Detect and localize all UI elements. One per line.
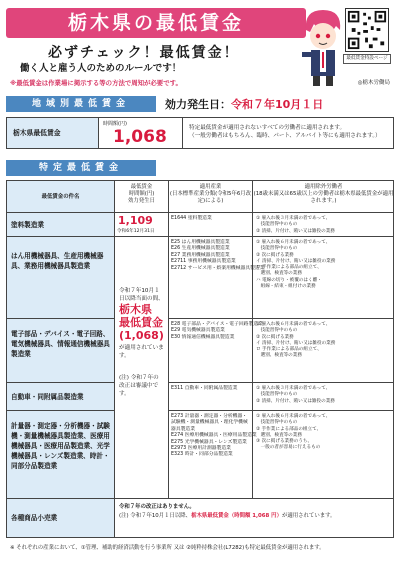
row-exclusion <box>253 319 394 383</box>
merged-pref: 栃木県 <box>119 303 152 316</box>
industry-line: E1644 塗料製造業 <box>171 216 212 221</box>
retail-line: が適用されています。 <box>281 513 336 519</box>
exclusion-line: ② 清掃、片付け、賄い又は雑役の業務 <box>256 228 335 234</box>
effective-label: 効力発生日： <box>165 98 231 111</box>
regional-wage-value: 1,068 <box>113 127 167 147</box>
industry-line: E27 業務用機械器具製造業 <box>171 252 230 258</box>
industry-line: E29 電気機械器具製造業 <box>171 328 225 334</box>
qr-code-icon[interactable] <box>345 8 389 52</box>
exclusion-line: ① 雇入れ後３月未満の者であって、 <box>256 216 331 221</box>
row-wage-date: 令和6年12月31日 <box>117 229 155 234</box>
exclusion-line: ① 雇入れ後３月未満の者であって、 <box>256 386 331 391</box>
exclusion-line: 選別、検査等の業務 <box>256 271 302 277</box>
exclusion-line: ② 清掃、片付け、賄い又は雑役の業務 <box>256 398 335 404</box>
exclusion-line: ロ 手作業による部品の組立て、 <box>256 347 322 353</box>
row-exclusion <box>253 411 394 499</box>
industry-line: E2712 サービス用・娯楽用機械器具製造業 <box>171 265 265 271</box>
regional-wage-name: 栃木県最低賃金 <box>7 118 99 148</box>
mascot-illustration <box>296 6 350 88</box>
merged-wage-cell <box>115 283 169 499</box>
header-name: 最低賃金の件名 <box>7 181 115 213</box>
exclusion-line: 選別、検査等の業務 <box>256 432 302 438</box>
regional-note <box>183 118 393 148</box>
retail-line: (注) 令和７年10月１日以降、 <box>119 513 192 519</box>
header-wage: 最低賃金 時間額(円) 効力発生日 <box>115 181 169 213</box>
industry-line: E30 情報通信機械器具製造業 <box>171 334 235 340</box>
specific-table <box>6 180 394 538</box>
retail-row <box>7 499 393 537</box>
regional-unit-label: 時間額(円) <box>103 121 127 127</box>
row-name: 塗料製造業 <box>7 213 115 237</box>
row-industry <box>169 411 257 499</box>
exclusion-line: 技能習得中のもの <box>256 222 298 228</box>
row-industry <box>169 237 265 319</box>
row-exclusion <box>253 213 394 237</box>
industry-line: E273 計量器・測定器・分析機器・試験機・測量機械器具・理化学機械器具製造業 <box>171 414 248 432</box>
exclusion-line: イ 清掃、片付け、賄い又は雑役の業務 <box>256 340 336 346</box>
exclusion-line: 技能習得中のもの <box>256 246 298 252</box>
row-industry <box>169 383 253 411</box>
exclusion-line: ① 雇入れ後６月未満の者であって、 <box>256 240 331 245</box>
exclusion-line: イ 清掃、片付け、賄い又は雑役の業務 <box>256 258 336 264</box>
regional-note-line: （一般労働者はもちろん、臨時、パート、アルバイト等にも適用されます。） <box>189 133 381 139</box>
merged-text: 令和７年10月１日以降当面の間、 <box>119 288 164 302</box>
headline: 必ずチェック！最低賃金！ <box>48 45 240 61</box>
row-exclusion <box>253 237 394 319</box>
row-industry <box>169 319 263 383</box>
merged-text: が適用されています。 <box>119 345 164 359</box>
merged-note: (注) 令和７年の改正は審議中です。 <box>119 375 159 397</box>
exclusion-line: 技能習得中のもの <box>256 392 298 398</box>
regional-table <box>6 117 394 149</box>
merged-value: (1,068) <box>119 329 164 342</box>
exclusion-line: ② 手作業による部品の組立て、 <box>256 426 322 432</box>
page-title: 栃木県の最低賃金 <box>67 12 244 34</box>
retail-text <box>119 503 389 521</box>
exclusion-line: 技能習得中のもの <box>256 420 298 426</box>
specific-band: 特定最低賃金 <box>6 160 156 176</box>
header-exclusion: 適用除外労働者 (18歳未満又は65歳以上の労働者は栃木県最低賃金が適用されます。) <box>253 181 394 213</box>
row-wage-value: 1,109 <box>118 214 153 227</box>
retail-name: 各種商品小売業 <box>7 499 115 537</box>
industry-line: E311 自動車・同附属品製造業 <box>171 386 238 391</box>
regional-note-line: 特定最低賃金が適用されないすべての労働者に適用されます。 <box>189 125 346 131</box>
footnote: ※ それぞれの産業において、①管理、補助的経済活動を行う事業所 又は ②純粋持株会社(L7282)も特定最低賃金が適用されます。 <box>10 545 325 551</box>
retail-red: 栃木県最低賃金（時間額 1,068 円） <box>191 513 282 519</box>
exclusion-line: ① 雇入れ後６月未満の者であって、 <box>256 414 331 419</box>
row-name: はん用機械器具、生産用機械器具、業務用機械器具製造業 <box>7 237 115 319</box>
row-industry <box>169 213 253 237</box>
merged-label: 最低賃金 <box>119 316 163 329</box>
exclusion-line: 組線・結束・組付けの業務 <box>256 284 316 290</box>
row-name: 電子部品・デバイス・電子回路、電気機械器具、情報通信機械器具製造業 <box>7 319 115 383</box>
exclusion-line: ② 次に掲げる業務 <box>256 252 294 258</box>
exclusion-line: ① 雇入れ後６月未満の者であって、 <box>256 322 331 327</box>
effective-date-value: 令和７年10月１日 <box>231 98 324 111</box>
exclusion-line: ② 次に掲げる業務 <box>256 334 294 340</box>
regional-wage-cell <box>99 118 183 148</box>
industry-line: E275 光学機械器具・レンズ製造業 <box>171 439 247 445</box>
qr-caption: 最低賃金特設ページ <box>343 54 391 64</box>
row-name: 自動車・同附属品製造業 <box>7 383 115 411</box>
exclusion-line: 一般の者が容易に行えるもの <box>256 445 321 451</box>
row-name: 計量器・測定器・分析機器・試験機・測量機械器具製造業、医療用機械器具・医療用品製造業、光学機械器具・レンズ製造業、時計・同部分品製造業 <box>7 411 115 499</box>
header-industry: 適用産業 (日本標準産業分類(令和5年6月改定)による) <box>169 181 253 213</box>
industry-line: E28 電子部品・デバイス・電子回路製造業 <box>171 322 263 327</box>
industry-line: E323 時計・同部分品製造業 <box>171 452 233 458</box>
row-wage <box>115 213 169 237</box>
title-banner <box>6 8 306 38</box>
industry-line: E2711 事務用機械器具製造業 <box>171 259 236 265</box>
exclusion-line: 技能習得中のもの <box>256 328 298 334</box>
industry-line: E274 医療用機械器具・医療用品製造業 <box>171 433 257 439</box>
effective-date <box>165 96 395 112</box>
row-wage <box>115 237 169 283</box>
industry-line: E2973 医療用計測器製造業 <box>171 446 231 452</box>
industry-line: E25 はん用機械器具製造業 <box>171 240 230 245</box>
exclusion-line: ③ 次に掲げる業務のうち、 <box>256 439 313 445</box>
exclusion-line: ロ 手作業による部品の組立て、 <box>256 265 322 271</box>
retail-line: 令和７年の改正はありません。 <box>119 504 195 510</box>
notice-text: ※最低賃金は作業場に掲示する等の方法で周知が必要です。 <box>10 79 182 87</box>
exclusion-line: ハ 電線の切り・被覆のはく離・ <box>256 277 322 283</box>
industry-line: E26 生産用機械器具製造業 <box>171 246 230 252</box>
subheadline: 働く人と雇う人のためのルールです！ <box>20 63 182 74</box>
ministry-label: ◎栃木労働局 <box>357 80 390 86</box>
row-exclusion <box>253 383 394 411</box>
exclusion-line: 選別、検査等の業務 <box>256 353 302 359</box>
regional-band: 地域別最低賃金 <box>6 96 156 112</box>
